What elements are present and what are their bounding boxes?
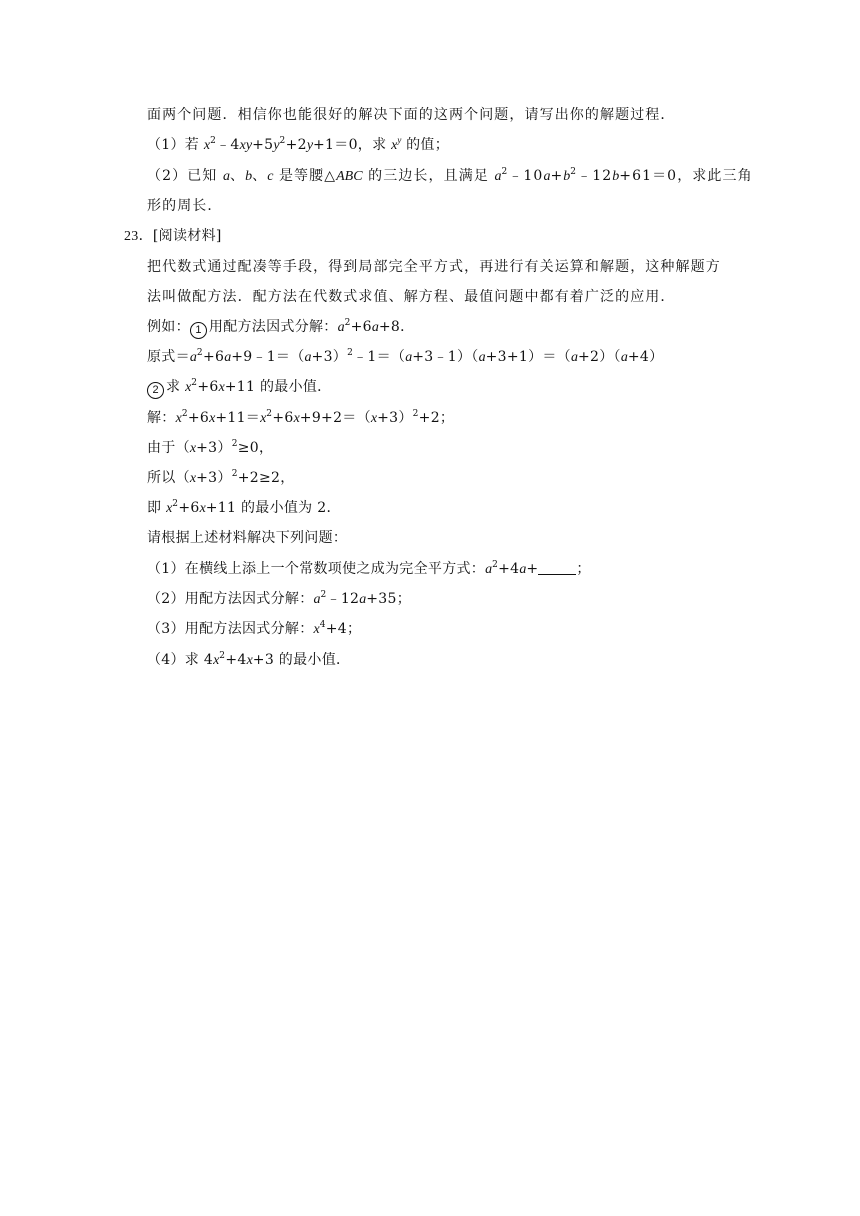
circled-number-2: 2 — [147, 382, 164, 399]
solution-label: 解： — [147, 410, 176, 426]
task1-text: （1）在横线上添上一个常数项使之成为完全平方式： — [147, 561, 486, 577]
task3-end: ； — [347, 621, 362, 637]
task-intro-text: 请根据上述材料解决下列问题： — [147, 530, 348, 546]
answer-blank[interactable] — [538, 560, 576, 575]
example-1: 例如： 1 用配方法因式分解：$a^2+6a+8$． — [147, 317, 414, 339]
original-label: 原式＝ — [147, 349, 190, 365]
q22-part2-line2 — [147, 196, 223, 216]
example2-text: 求 — [166, 379, 186, 395]
conclusion-label: 即 — [147, 500, 167, 516]
q22-part1: （1）若 $x^2﹣4xy+5y^2+2y+1=0$，求 $x^y$ 的值； — [147, 135, 450, 153]
question-number: 23． — [124, 229, 153, 244]
q23-intro-line1 — [147, 257, 721, 277]
task-4: （4）求 $4x^2+4x+3$ 的最小值． — [147, 651, 351, 668]
therefore-label: 所以 — [147, 470, 176, 486]
q23-heading-text: [阅读材料] — [152, 228, 222, 244]
q22-part2-line2-text: 形的周长． — [147, 198, 223, 214]
q23-intro-line1-text: 把代数式通过配凑等手段，得到局部完全平方式，再进行有关运算和解题，这种解题方 — [147, 259, 721, 275]
q22-part1-prefix: （1）若 — [147, 137, 204, 153]
q22-part2: （2）已知 a、b、c 是等腰△ABC 的三边长，且满足 $a^2﹣10a+b^2﹣12b+61=0$，求此三角 — [147, 167, 753, 184]
task4-end: 的最小值． — [274, 652, 351, 668]
example1-text: 用配方法因式分解： — [208, 319, 338, 335]
since-label: 由于 — [147, 440, 176, 456]
task2-text: （2）用配方法因式分解： — [147, 591, 314, 607]
task3-text: （3）用配方法因式分解： — [147, 621, 314, 637]
example-label: 例如： — [147, 319, 190, 335]
continuation-intro — [147, 105, 676, 125]
example-1-solution: 原式$=a^2+6a+9﹣1=(a+3)^2﹣1=(a+3﹣1)(a+3+1)=(a+2)(a+4)$ — [147, 348, 664, 365]
example-2: 2 求 $x^2+6x+11$ 的最小值． — [147, 377, 331, 399]
task-3: （3）用配方法因式分解：$x^4+4$； — [147, 620, 362, 637]
q22-part2-prefix: （2）已知 — [147, 168, 223, 184]
continuation-intro-text: 面两个问题．相信你也能很好的解决下面的这两个问题，请写出你的解题过程． — [147, 107, 676, 123]
task-1: （1）在横线上添上一个常数项使之成为完全平方式：$a^2+4a+$ ； — [147, 560, 591, 577]
example-2-solution: 解：$x^2+6x+11=x^2+6x+9+2=(x+3)^2+2$； — [147, 409, 455, 426]
q23-intro-line2 — [147, 287, 676, 307]
conclusion-end: 的最小值为 2． — [236, 500, 341, 516]
q22-part2-mid: 是等腰△ — [273, 168, 337, 184]
circled-number-1: 1 — [190, 322, 207, 339]
task-2: （2）用配方法因式分解：$a^2﹣12a+35$； — [147, 590, 412, 607]
example2-end: 的最小值． — [255, 379, 332, 395]
q23-heading — [124, 226, 222, 247]
q22-part1-rest: ，求 — [357, 137, 392, 153]
q22-part2-mid2: 的三边长，且满足 — [362, 168, 495, 184]
q22-part2-end: ，求此三角 — [677, 168, 753, 184]
task2-end: ； — [396, 591, 412, 607]
conclusion-line: 即 $x^2+6x+11$ 的最小值为 2． — [147, 499, 341, 516]
q23-intro-line2-text: 法叫做配方法．配方法在代数式求值、解方程、最值问题中都有着广泛的应用． — [147, 289, 676, 305]
since-line: 由于$(x+3)^2\ge 0$， — [147, 439, 274, 456]
task-intro — [147, 528, 347, 548]
q22-part1-end: 的值； — [401, 137, 450, 153]
task4-text: （4）求 — [147, 652, 204, 668]
task1-end: ； — [576, 561, 591, 577]
therefore-line: 所以$(x+3)^2+2\ge 2$， — [147, 469, 295, 486]
